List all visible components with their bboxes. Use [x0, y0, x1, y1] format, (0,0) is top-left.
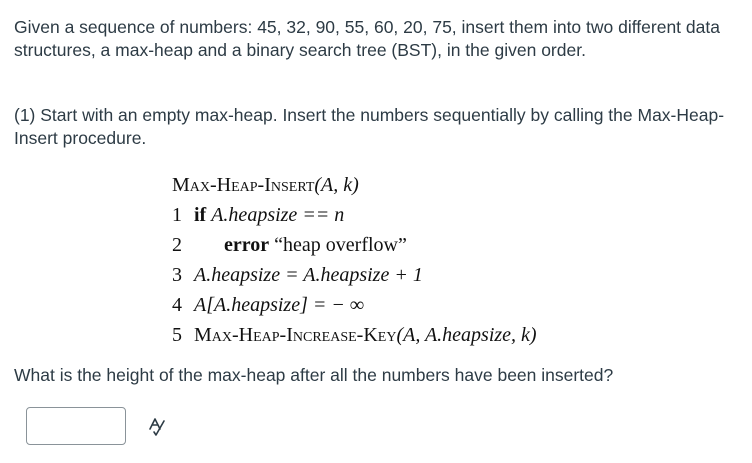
algorithm-pseudocode — [172, 170, 537, 350]
algorithm-line-3 — [172, 260, 537, 290]
line-text: “heap overflow” — [274, 234, 407, 256]
line-number: 5 — [172, 324, 182, 346]
procedure-name: Max-Heap-Insert — [172, 174, 315, 196]
keyword-if: if — [194, 204, 207, 226]
line-number: 3 — [172, 264, 182, 286]
line-text: (A, A.heapsize, k) — [396, 324, 537, 346]
answer-input[interactable] — [26, 407, 126, 445]
line-text: A[A.heapsize] = − ∞ — [194, 294, 365, 316]
question-text: What is the height of the max-heap after all the numbers have been inserted? — [14, 365, 614, 385]
algorithm-title — [172, 170, 537, 200]
math-equation-icon[interactable] — [146, 415, 170, 439]
line-number: 4 — [172, 294, 182, 316]
line-number: 1 — [172, 204, 182, 226]
line-number: 2 — [172, 234, 182, 256]
algorithm-line-4 — [172, 290, 537, 320]
math-equation-icon-graphic — [146, 415, 170, 439]
line-text: A.heapsize = A.heapsize + 1 — [194, 264, 423, 286]
problem-intro: Given a sequence of numbers: 45, 32, 90, 55, 60, 20, 75, insert them into two different data structures, a max-heap and a binary search tree (BST), in the given order. — [14, 17, 720, 60]
procedure-args: (A, k) — [314, 174, 359, 196]
keyword-error: error — [224, 234, 270, 256]
part-1-instructions: (1) Start with an empty max-heap. Insert the numbers sequentially by calling the Max-Heap-Insert procedure. — [14, 105, 725, 148]
algorithm-line-5 — [172, 320, 537, 350]
line-text: A.heapsize == n — [211, 204, 345, 226]
procedure-call: Max-Heap-Increase-Key — [194, 324, 397, 346]
algorithm-line-2 — [172, 230, 537, 260]
algorithm-line-1 — [172, 200, 537, 230]
